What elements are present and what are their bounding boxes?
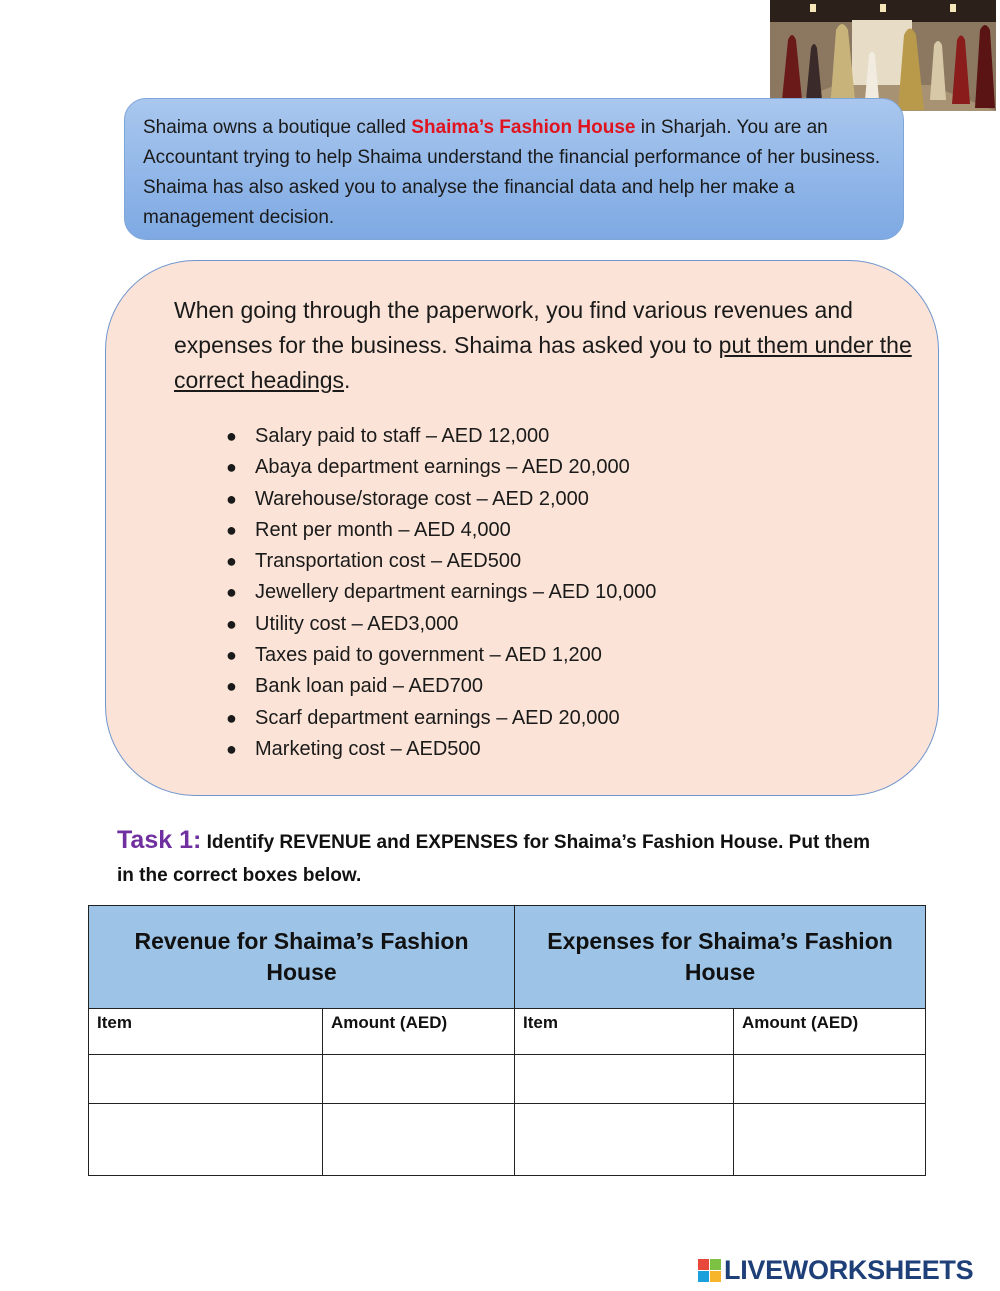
bullet-icon: ● bbox=[226, 645, 237, 666]
intro-text-start: Shaima owns a boutique called bbox=[143, 117, 412, 138]
list-item bbox=[226, 577, 656, 608]
list-intro-text: When going through the paperwork, you find various revenues and expenses for the business. Shaima has asked you to bbox=[174, 297, 853, 358]
revenue-amount-header: Amount (AED) bbox=[323, 1009, 515, 1055]
list-item bbox=[226, 734, 656, 765]
liveworksheets-logo[interactable] bbox=[698, 1253, 973, 1287]
list-item bbox=[226, 452, 656, 483]
list-item bbox=[226, 609, 656, 640]
list-item bbox=[226, 546, 656, 577]
logo-text: LIVEWORKSHEETS bbox=[724, 1254, 974, 1285]
list-item-text: Utility cost – AED3,000 bbox=[255, 612, 459, 635]
answer-table bbox=[88, 905, 926, 1176]
list-item bbox=[226, 671, 656, 702]
list-intro-end: . bbox=[344, 367, 351, 393]
bullet-icon: ● bbox=[226, 707, 237, 728]
brand-name: Shaima’s Fashion House bbox=[411, 117, 636, 138]
list-item-text: Taxes paid to government – AED 1,200 bbox=[255, 644, 602, 667]
list-item-text: Transportation cost – AED500 bbox=[255, 550, 522, 573]
bullet-icon: ● bbox=[226, 519, 237, 540]
list-item bbox=[226, 703, 656, 734]
list-item bbox=[226, 421, 656, 452]
revenue-amount-cell[interactable] bbox=[323, 1104, 515, 1176]
revenue-item-header: Item bbox=[89, 1009, 323, 1055]
bullet-icon: ● bbox=[226, 738, 237, 759]
task-text: Identify REVENUE and EXPENSES for Shaima’s Fashion House. Put them in the correct boxes below. bbox=[117, 832, 870, 886]
expense-item-cell[interactable] bbox=[515, 1104, 734, 1176]
expense-amount-cell[interactable] bbox=[734, 1104, 926, 1176]
bullet-icon: ● bbox=[226, 488, 237, 509]
boutique-photo bbox=[770, 0, 996, 111]
revenue-item-cell[interactable] bbox=[89, 1104, 323, 1176]
list-item-text: Scarf department earnings – AED 20,000 bbox=[255, 706, 620, 729]
list-intro-underlined: put them under the correct headings bbox=[174, 332, 912, 393]
expense-amount-cell[interactable] bbox=[734, 1055, 926, 1104]
list-item-text: Jewellery department earnings – AED 10,000 bbox=[255, 581, 657, 604]
expense-item-header: Item bbox=[515, 1009, 734, 1055]
transactions-box bbox=[105, 260, 939, 796]
expenses-header: Expenses for Shaima’s Fashion House bbox=[515, 906, 926, 1009]
task-label: Task 1: bbox=[117, 826, 202, 854]
list-item-text: Bank loan paid – AED700 bbox=[255, 675, 483, 698]
expense-item-cell[interactable] bbox=[515, 1055, 734, 1104]
intro-box bbox=[124, 98, 904, 240]
bullet-icon: ● bbox=[226, 551, 237, 572]
revenue-item-cell[interactable] bbox=[89, 1055, 323, 1104]
bullet-icon: ● bbox=[226, 582, 237, 603]
revenue-header: Revenue for Shaima’s Fashion House bbox=[89, 906, 515, 1009]
bullet-icon: ● bbox=[226, 676, 237, 697]
list-item bbox=[226, 484, 656, 515]
intro-text-end: in Sharjah. You are an Accountant trying to help Shaima understand the financial performance of her business. Shaima has also asked you to analyse the financial data and help her make a management decision. bbox=[143, 117, 881, 228]
list-item-text: Marketing cost – AED500 bbox=[255, 737, 481, 760]
list-item bbox=[226, 515, 656, 546]
bullet-icon: ● bbox=[226, 426, 237, 446]
transaction-list bbox=[226, 421, 656, 765]
logo-blocks-icon bbox=[698, 1259, 721, 1282]
list-item-text: Abaya department earnings – AED 20,000 bbox=[255, 456, 630, 479]
list-item bbox=[226, 640, 656, 671]
task-instructions bbox=[117, 824, 877, 892]
list-item-text: Rent per month – AED 4,000 bbox=[255, 518, 511, 541]
list-item-text: Salary paid to staff – AED 12,000 bbox=[255, 425, 550, 447]
list-intro bbox=[174, 293, 914, 398]
expense-amount-header: Amount (AED) bbox=[734, 1009, 926, 1055]
bullet-icon: ● bbox=[226, 457, 237, 478]
list-item-text: Warehouse/storage cost – AED 2,000 bbox=[255, 487, 589, 510]
revenue-amount-cell[interactable] bbox=[323, 1055, 515, 1104]
bullet-icon: ● bbox=[226, 613, 237, 634]
